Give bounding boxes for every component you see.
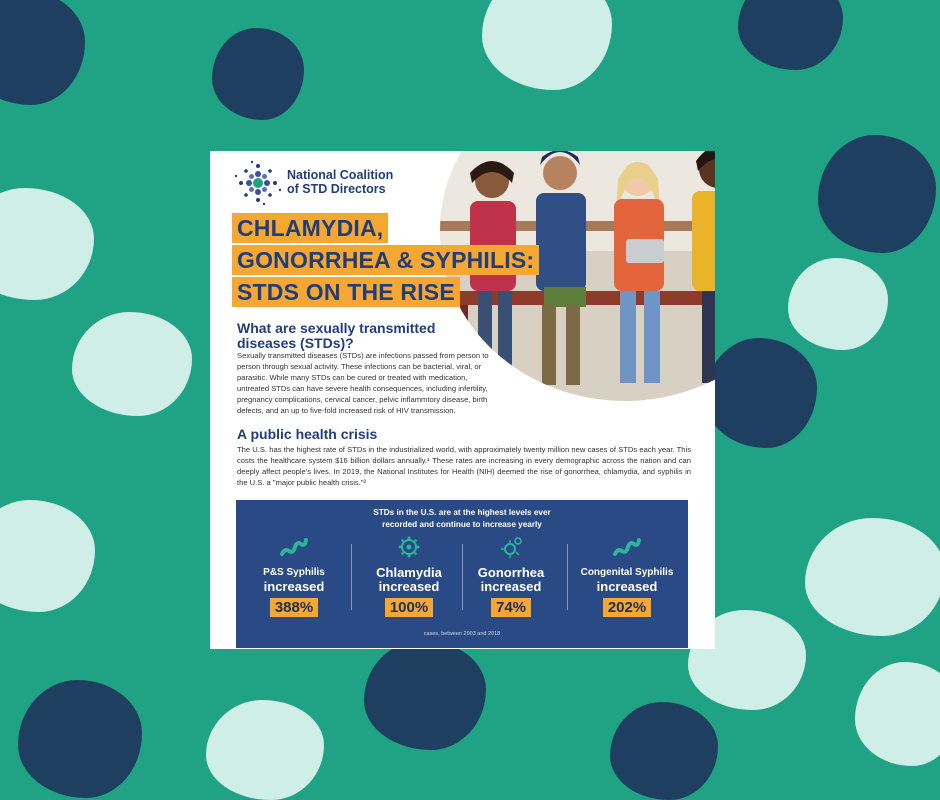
spiral-bacteria-icon — [612, 536, 642, 558]
section-what-are-stds — [237, 321, 472, 351]
section-heading: What are sexually transmitted diseases (STDs)? — [237, 320, 436, 351]
title-line-3: STDS ON THE RISE — [232, 277, 460, 307]
stat-gonorrhea — [456, 536, 566, 617]
stat-value: 388% — [270, 598, 318, 617]
stat-value: 74% — [491, 598, 531, 617]
title-line-2: GONORRHEA & SYPHILIS: — [232, 245, 539, 275]
stat-increased-label: increased — [378, 579, 440, 594]
stat-ps-syphilis — [239, 536, 349, 617]
organization-name-line2: of STD Directors — [287, 182, 386, 196]
coalition-logo-icon — [232, 159, 284, 207]
stat-name: Chlamydia — [376, 565, 442, 580]
stat-increased-label: increased — [480, 579, 542, 594]
title-block — [232, 213, 539, 309]
stat-divider — [567, 544, 568, 610]
banner-footnote: cases, between 2003 and 2018 — [423, 631, 501, 637]
stat-name: Gonorrhea — [477, 565, 545, 580]
infographic-document — [210, 151, 715, 649]
stat-name: P&S Syphilis — [263, 567, 325, 578]
organization-name-line1: National Coalition — [287, 168, 394, 182]
title-line-1: CHLAMYDIA, — [232, 213, 388, 243]
statistics-banner — [236, 500, 688, 648]
stat-name: Congenital Syphilis — [580, 567, 674, 578]
section-body-text: Sexually transmitted diseases (STDs) are infections passed from person to person through sexual activity. These infections can be bacterial, viral, or parasitic. While many STDs can be cured or treated with medication, untreated STDs can have severe health consequences, including infertility, pregnancy complications, cervical cancer, pelvic inflammtory disease, birth defects, and an up to five-fold increased risk of HIV transmission. — [237, 351, 489, 415]
banner-heading-line2: recorded and continue to increase yearly — [382, 520, 542, 529]
stat-increased-label: increased — [263, 579, 325, 594]
stat-increased-label: increased — [596, 579, 658, 594]
section-heading-public-health-crisis: A public health crisis — [237, 426, 378, 442]
section-public-health-body-text: The U.S. has the highest rate of STDs in the industrialized world, with approximately twenty million new cases of STDs each year. This costs the healthcare system $16 billion dollars annually.¹ These rates are increasing in every demographic across the nation and can deeply affect people's lives. In 2019, the National Institutes for Health (NIH) deemed the rise of gonorrhea, chlamydia, and syphilis in the U.S. a "major public health crisis."² — [237, 445, 691, 487]
stat-value: 202% — [603, 598, 651, 617]
virus-cluster-icon — [396, 536, 422, 558]
banner-heading — [236, 507, 688, 531]
bacteria-cluster-icon — [498, 536, 524, 558]
spiral-bacteria-icon — [279, 536, 309, 558]
organization-name — [287, 168, 437, 196]
stat-chlamydia — [354, 536, 464, 617]
stat-congenital-syphilis — [572, 536, 682, 617]
banner-heading-line1: STDs in the U.S. are at the highest levels ever — [373, 508, 551, 517]
stat-divider — [351, 544, 352, 610]
stat-value: 100% — [385, 598, 433, 617]
